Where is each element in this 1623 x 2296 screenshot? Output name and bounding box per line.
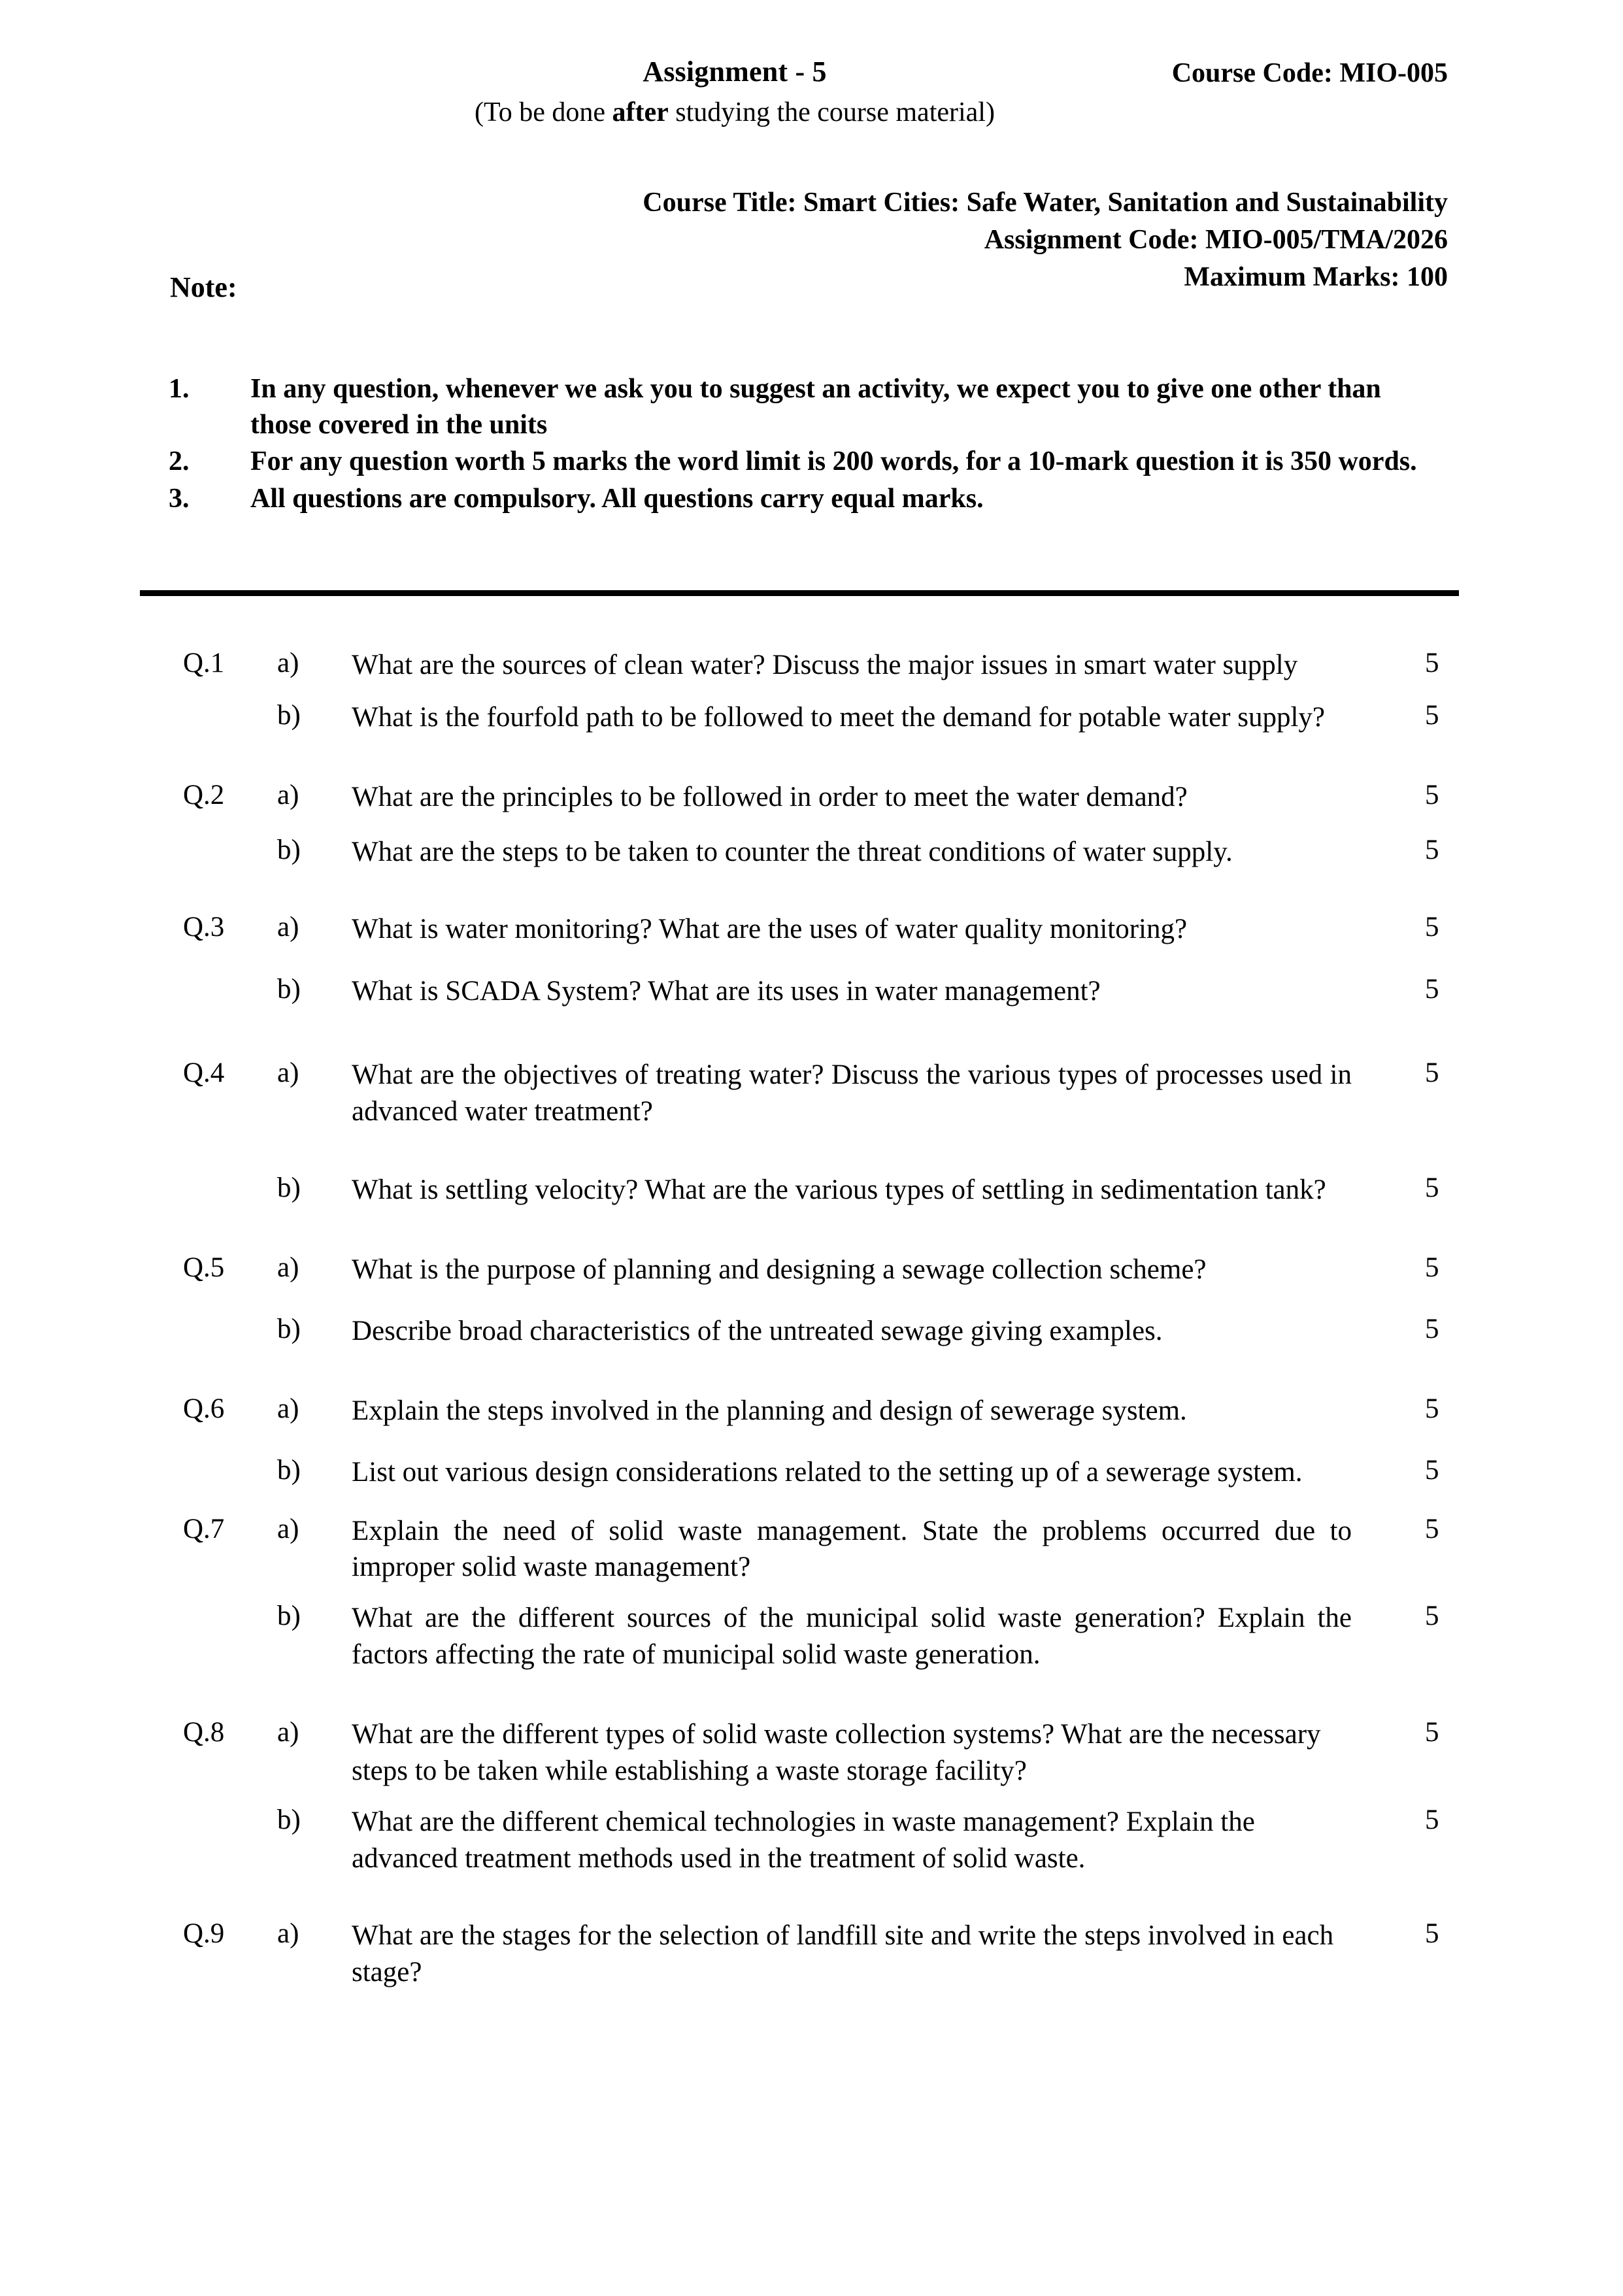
question-text: What are the stages for the selection of landfill site and write the steps involved in each stage?	[352, 1920, 1334, 1988]
question-text: What is settling velocity? What are the various types of settling in sedimentation tank?	[352, 1174, 1326, 1206]
question-marks: 5	[1425, 1393, 1439, 1424]
question-row	[0, 1313, 1623, 1350]
question-marks: 5	[1425, 1313, 1439, 1344]
question-text: What are the objectives of treating water? Discuss the various types of processes used in advanced water treatment?	[352, 1059, 1352, 1127]
subtitle-suffix: studying the course material)	[668, 97, 995, 127]
question-row	[0, 699, 1623, 736]
question-row	[0, 1513, 1623, 1586]
question-marks: 5	[1425, 1918, 1439, 1949]
question-part-label: b)	[277, 1313, 301, 1344]
question-marks: 5	[1425, 1173, 1439, 1204]
course-title: Course Title: Smart Cities: Safe Water, Sanitation and Sustainability	[643, 188, 1448, 218]
question-number: Q.9	[183, 1918, 225, 1949]
question-row	[0, 911, 1623, 948]
question-row	[0, 1057, 1623, 1130]
question-row	[0, 1454, 1623, 1491]
question-marks: 5	[1425, 1454, 1439, 1486]
question-marks: 5	[1425, 1252, 1439, 1284]
question-row	[0, 779, 1623, 816]
question-text: What is the fourfold path to be followed to meet the demand for potable water supply?	[352, 701, 1326, 733]
question-number: Q.1	[183, 648, 225, 678]
question-number: Q.8	[183, 1717, 225, 1748]
question-part-label: a)	[277, 1717, 299, 1748]
question-text: What is SCADA System? What are its uses in water management?	[352, 976, 1101, 1007]
note-item-text: In any question, whenever we ask you to suggest an activity, we expect you to give one other than those covered in the units	[250, 374, 1381, 440]
question-text: Describe broad characteristics of the untreated sewage giving examples.	[352, 1315, 1163, 1346]
question-part-label: b)	[277, 834, 301, 865]
question-row	[0, 834, 1623, 871]
question-text: What is the purpose of planning and designing a sewage collection scheme?	[352, 1254, 1207, 1286]
question-part-label: b)	[277, 699, 301, 731]
question-number: Q.5	[183, 1252, 225, 1284]
note-item	[169, 444, 1427, 480]
question-part-label: b)	[277, 1454, 301, 1486]
question-marks: 5	[1425, 834, 1439, 865]
question-row	[0, 1600, 1623, 1673]
assignment-subtitle	[0, 97, 1469, 128]
question-text: List out various design considerations related to the setting up of a sewerage system.	[352, 1456, 1303, 1488]
question-part-label: b)	[277, 1804, 301, 1835]
question-text: What are the sources of clean water? Discuss the major issues in smart water supply	[352, 650, 1298, 680]
question-text: Explain the steps involved in the planning and design of sewerage system.	[352, 1395, 1187, 1426]
question-row	[0, 973, 1623, 1010]
question-text: What is water monitoring? What are the uses of water quality monitoring?	[352, 913, 1188, 944]
note-item	[169, 481, 1427, 517]
questions-list	[0, 647, 1623, 1990]
question-marks: 5	[1425, 699, 1439, 731]
question-part-label: a)	[277, 1513, 299, 1544]
question-marks: 5	[1425, 1057, 1439, 1089]
question-text: What are the principles to be followed in order to meet the water demand?	[352, 781, 1188, 812]
question-part-label: a)	[277, 1252, 299, 1284]
question-row	[0, 1252, 1623, 1288]
question-row	[0, 1393, 1623, 1429]
note-item-number: 3.	[169, 483, 190, 514]
question-row	[0, 1172, 1623, 1208]
question-marks: 5	[1425, 648, 1439, 678]
question-text: What are the different types of solid waste collection systems? What are the necessary steps to be taken while establishing a waste storage facility?	[352, 1719, 1321, 1787]
note-item-text: All questions are compulsory. All questions carry equal marks.	[250, 483, 984, 514]
note-list	[169, 371, 1427, 518]
question-row	[0, 647, 1623, 684]
note-item-text: For any question worth 5 marks the word limit is 200 words, for a 10-mark question it is 350 words.	[250, 446, 1417, 477]
assignment-title: Assignment - 5	[643, 56, 827, 88]
note-label: Note:	[170, 271, 237, 303]
question-part-label: a)	[277, 1057, 299, 1089]
maximum-marks: Maximum Marks: 100	[1184, 262, 1448, 293]
note-item	[169, 371, 1427, 442]
header-top-row	[0, 55, 1623, 127]
question-part-label: a)	[277, 1393, 299, 1424]
question-part-label: b)	[277, 1601, 301, 1632]
question-part-label: a)	[277, 1918, 299, 1949]
question-marks: 5	[1425, 911, 1439, 942]
question-number: Q.7	[183, 1513, 225, 1544]
question-text: What are the different chemical technologies in waste management? Explain the advanced treatment methods used in the treatment of solid waste.	[352, 1806, 1255, 1874]
question-text: Explain the need of solid waste management. State the problems occurred due to improper solid waste management?	[352, 1515, 1352, 1583]
question-row	[0, 1716, 1623, 1789]
header-divider-rule	[140, 590, 1459, 596]
question-number: Q.6	[183, 1393, 225, 1424]
question-marks: 5	[1425, 1601, 1439, 1632]
question-number: Q.2	[183, 779, 225, 810]
note-item-number: 1.	[169, 374, 190, 404]
question-number: Q.3	[183, 911, 225, 942]
subtitle-emphasis: after	[612, 97, 669, 127]
question-row	[0, 1918, 1623, 1991]
question-number: Q.4	[183, 1057, 225, 1089]
question-marks: 5	[1425, 1717, 1439, 1748]
question-row	[0, 1804, 1623, 1877]
question-marks: 5	[1425, 779, 1439, 810]
assignment-code: Assignment Code: MIO-005/TMA/2026	[984, 225, 1448, 256]
question-marks: 5	[1425, 1513, 1439, 1544]
course-code: Course Code: MIO-005	[1171, 58, 1448, 88]
question-part-label: a)	[277, 648, 299, 678]
question-part-label: a)	[277, 911, 299, 942]
subtitle-prefix: (To be done	[475, 97, 612, 127]
question-text: What are the different sources of the municipal solid waste generation? Explain the factors affecting the rate of municipal solid waste generation.	[352, 1603, 1352, 1671]
question-part-label: b)	[277, 974, 301, 1005]
note-item-number: 2.	[169, 446, 190, 477]
question-text: What are the steps to be taken to counter the threat conditions of water supply.	[352, 836, 1233, 867]
question-part-label: a)	[277, 779, 299, 810]
question-marks: 5	[1425, 974, 1439, 1005]
question-part-label: b)	[277, 1173, 301, 1204]
question-marks: 5	[1425, 1804, 1439, 1835]
